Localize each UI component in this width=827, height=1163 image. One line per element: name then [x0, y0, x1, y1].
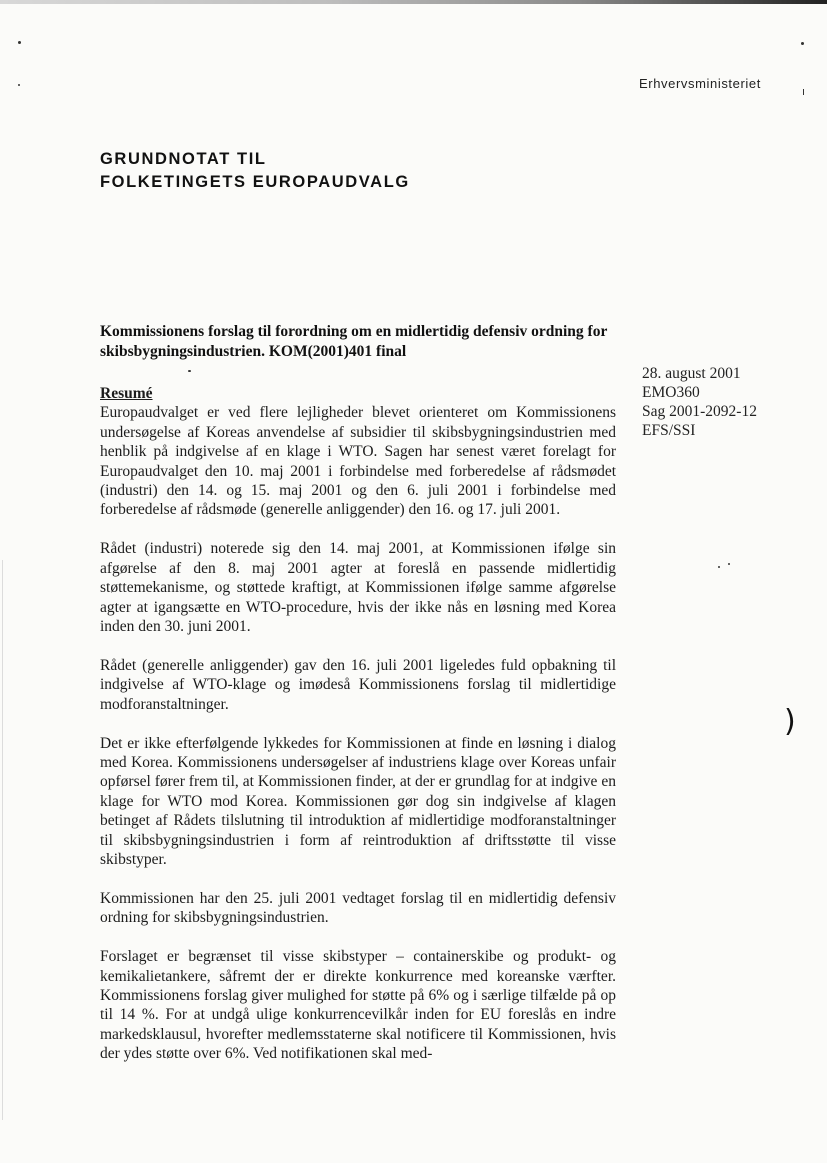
meta-case-number: Sag 2001-2092-12	[642, 403, 757, 420]
document-title-line: GRUNDNOTAT TIL	[100, 150, 267, 168]
document-title	[100, 148, 410, 194]
body-paragraph: Kommissionen har den 25. juli 2001 vedtaget forslag til en midlertidig defensiv ordning for skibsbygningsindustrien.	[100, 889, 616, 927]
meta-date: 28. august 2001	[642, 365, 741, 382]
scan-speck	[18, 41, 21, 44]
body-paragraph: Europaudvalget er ved flere lejligheder blevet orienteret om Kommissionens undersøgelse af Koreas anvendelse af subsidier til skibsbygningsindustrien med henblik på indgivelse af en klage i WTO. Sagen har senest været forelagt for Europaudvalget den 10. maj 2001 i forbindelse med forberedelse af rådsmødet (industri) den 14. og 15. maj 2001 og den 6. juli 2001 i forbindelse med forberedelse af rådsmøde (generelle anliggender) den 16. og 17. juli 2001.	[100, 404, 616, 519]
body-paragraph: Rådet (generelle anliggender) gav den 16. juli 2001 ligeledes fuld opbakning til indgivelse af WTO-klage og imødeså Kommissionens forslag til midlertidige modforanstaltninger.	[100, 656, 616, 713]
scan-speck	[728, 563, 730, 565]
meta-code: EMO360	[642, 384, 700, 401]
case-metadata	[642, 364, 757, 440]
meta-office: EFS/SSI	[642, 422, 696, 439]
scan-edge-top	[0, 0, 827, 4]
ministry-name: Erhvervsministeriet	[639, 76, 761, 91]
scan-edge-left	[2, 560, 3, 1120]
scan-speck	[718, 566, 720, 568]
hole-punch-mark: )	[784, 704, 796, 739]
document-subject: Kommissionens forslag til forordning om en midlertidig defensiv ordning for skibsbygningsindustrien. KOM(2001)401 final	[100, 323, 608, 360]
body-paragraph: Rådet (industri) noterede sig den 14. maj 2001, at Kommissionen ifølge sin afgørelse af den 8. maj 2001 agter at foreslå en passende midlertidig støttemekanisme, og støttede kraftigt, at Kommissionen ifølge samme afgørelse agter at igangsætte en WTO-procedure, hvis der ikke nås en løsning med Korea inden den 30. juni 2001.	[100, 540, 616, 635]
body-paragraph: Det er ikke efterfølgende lykkedes for Kommissionen at finde en løsning i dialog med Korea. Kommissionens undersøgelser af industriens klage over Koreas unfair opførsel fører frem til, at Kommissionen finder, at der er grundlag for at indgive en klage for WTO mod Korea. Kommissionen gør dog sin indgivelse af klagen betinget af Rådets tilslutning til introduktion af midlertidige modforanstaltninger til skibsbygningsindustrien i form af reintroduktion af driftsstøtte til visse skibstyper.	[100, 734, 616, 869]
scan-speck	[188, 370, 191, 372]
scan-speck	[801, 42, 804, 45]
scan-speck	[803, 89, 804, 95]
main-section	[100, 384, 616, 1083]
scan-speck	[18, 84, 20, 86]
section-heading: Resumé	[100, 385, 153, 402]
body-paragraph: Forslaget er begrænset til visse skibstyper – containerskibe og produkt- og kemikalietankere, såfremt der er direkte konkurrence med koreanske værfter. Kommissionens forslag giver mulighed for støtte på 6% og i særlige tilfælde på op til 14 %. For at undgå ulige konkurrencevilkår inden for EU foreslås en indre markedsklausul, hvorefter medlemsstaterne skal notificere til Kommissionen, hvis der ydes støtte over 6%. Ved notifikationen skal med-	[100, 948, 616, 1063]
document-title-line: FOLKETINGETS EUROPAUDVALG	[100, 173, 410, 191]
